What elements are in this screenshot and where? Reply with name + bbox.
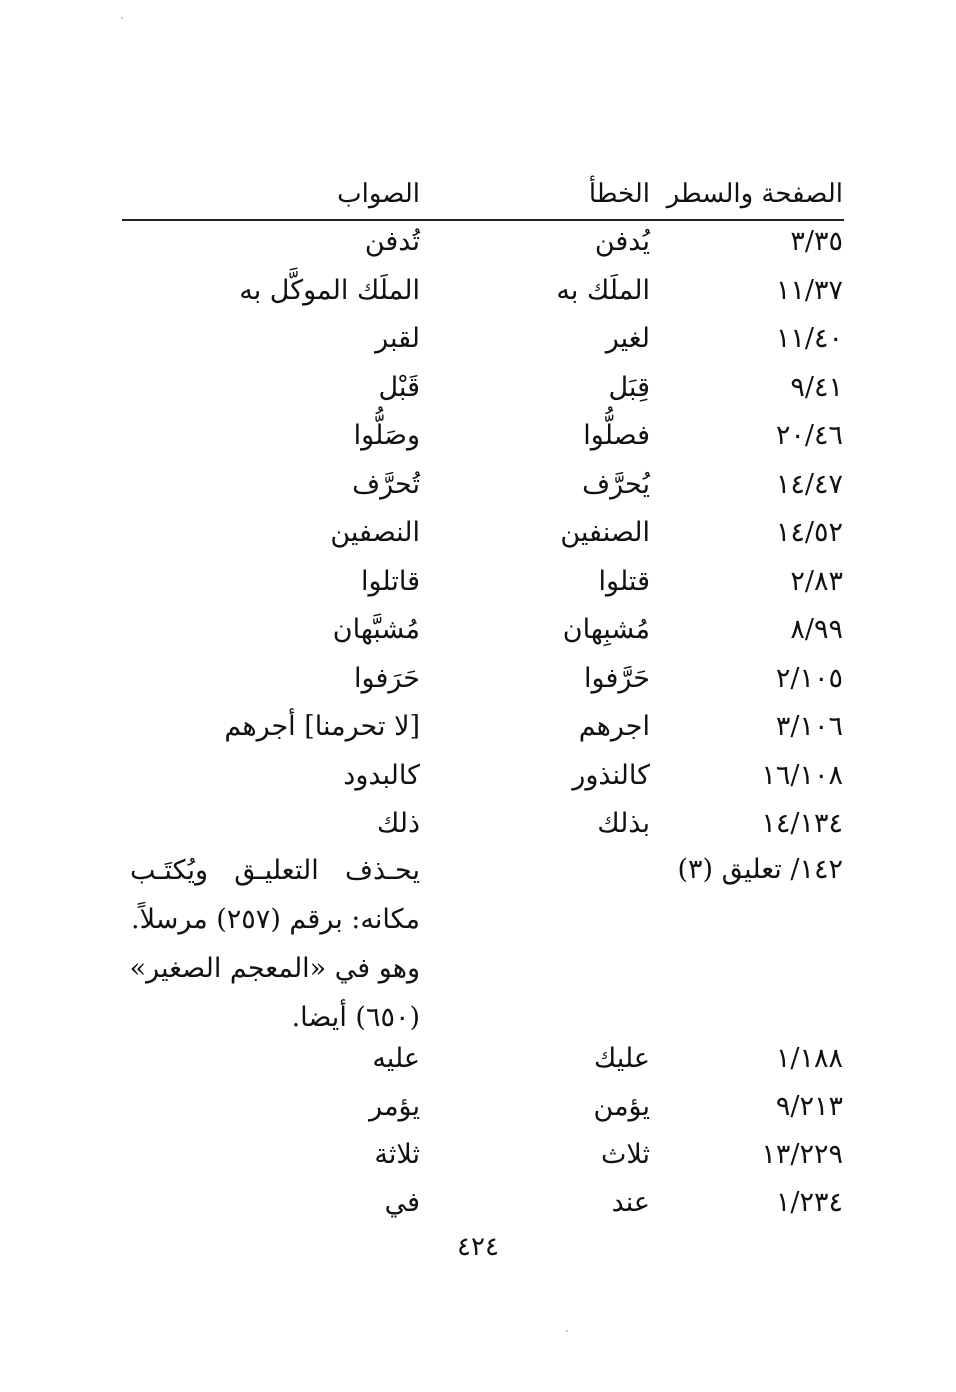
row-wrong: عند (611, 1187, 650, 1218)
row-wrong: اجرهم (578, 711, 650, 742)
row-reference: ٢/٨٣ (790, 566, 843, 597)
row-correct: مُشبَّهان (332, 614, 420, 645)
row-reference: ٢٠/٤٦ (775, 420, 843, 451)
table-row (0, 606, 956, 654)
row-reference: ٣/٣٥ (790, 226, 843, 257)
table-row (0, 364, 956, 412)
row-wrong: يؤمن (593, 1091, 650, 1122)
row-reference: ٣/١٠٦ (775, 711, 843, 742)
table-row (0, 800, 956, 848)
row-reference: ٩/٢١٣ (775, 1091, 843, 1122)
row-wrong: فصلُّوا (583, 420, 650, 451)
row-correct: في (384, 1187, 420, 1218)
row-correct: تُحرَّف (352, 469, 420, 500)
row-reference: ١٣/٢٢٩ (761, 1139, 843, 1170)
row-wrong: الملَك به (556, 275, 650, 306)
table-row (0, 703, 956, 751)
row-wrong: يُحرَّف (582, 469, 650, 500)
row-reference: ١٤/٤٧ (775, 469, 843, 500)
row-wrong: بذلك (597, 808, 650, 839)
header-correct: الصواب (337, 179, 420, 209)
row-reference: ٩/٤١ (790, 372, 843, 403)
row-wrong: يُدفن (594, 226, 650, 257)
row-reference: ٨/٩٩ (790, 614, 843, 645)
row-correct: وصَلُّوا (353, 420, 420, 451)
row-correct: ثلاثة (374, 1139, 420, 1170)
table-row (0, 1035, 956, 1083)
row-correct: عليه (372, 1043, 420, 1074)
note-correction (130, 846, 420, 1042)
table-row (0, 461, 956, 509)
row-reference: ١٤/١٣٤ (761, 808, 843, 839)
row-wrong: كالنذور (572, 760, 650, 791)
row-correct: ذلك (376, 808, 420, 839)
row-correct: الملَك الموكَّل به (239, 275, 420, 306)
row-reference: ١١/٣٧ (775, 275, 843, 306)
row-reference: ١/٢٣٤ (775, 1187, 843, 1218)
row-wrong: قتلوا (598, 566, 650, 597)
row-reference: ١٦/١٠٨ (761, 760, 843, 791)
table-header (0, 170, 956, 218)
row-wrong: حَرَّفوا (584, 663, 650, 694)
note-line: يحـذف التعليـق ويُكتَـب (130, 855, 420, 886)
row-wrong: الصنفين (560, 517, 650, 548)
table-row (0, 752, 956, 800)
table-row (0, 267, 956, 315)
table-row (0, 1083, 956, 1131)
row-wrong: مُشبِهان (562, 614, 650, 645)
row-reference: ٢/١٠٥ (775, 663, 843, 694)
table-row (0, 1179, 956, 1227)
row-correct: تُدفن (364, 226, 420, 257)
row-correct: حَرَفوا (354, 663, 420, 694)
header-reference: الصفحة والسطر (666, 179, 843, 209)
row-reference: ١/١٨٨ (775, 1043, 843, 1074)
row-wrong: ثلاث (600, 1139, 650, 1170)
row-correct: لقبر (375, 323, 420, 354)
scan-speck (566, 1330, 568, 1332)
note-line: (٦٥٠) أيضا. (291, 1002, 420, 1033)
note-reference: ١٤٢/ تعليق (٣) (677, 854, 843, 885)
scan-speck (121, 17, 123, 19)
page-number: ٤٢٤ (457, 1232, 499, 1262)
row-correct: قاتلوا (360, 566, 420, 597)
table-row (0, 315, 956, 363)
note-line: مكانه: برقم (٢٥٧) مرسلاً. (131, 904, 420, 935)
header-wrong: الخطأ (588, 179, 650, 209)
table-row (0, 558, 956, 606)
row-wrong: لغير (605, 323, 650, 354)
row-correct: كالبدود (343, 760, 420, 791)
table-row (0, 412, 956, 460)
note-line: وهو في «المعجم الصغير» (129, 953, 420, 984)
row-correct: النصفين (330, 517, 420, 548)
row-correct: يؤمر (369, 1091, 420, 1122)
table-row (0, 655, 956, 703)
table-row (0, 218, 956, 266)
table-row (0, 509, 956, 557)
row-wrong: عليك (594, 1043, 650, 1074)
row-reference: ١١/٤٠ (775, 323, 843, 354)
row-correct: قَبْل (378, 372, 420, 403)
row-wrong: قِبَل (608, 372, 650, 403)
table-row (0, 1131, 956, 1179)
row-reference: ١٤/٥٢ (775, 517, 843, 548)
row-correct: [لا تحرمنا] أجرهم (224, 711, 420, 742)
